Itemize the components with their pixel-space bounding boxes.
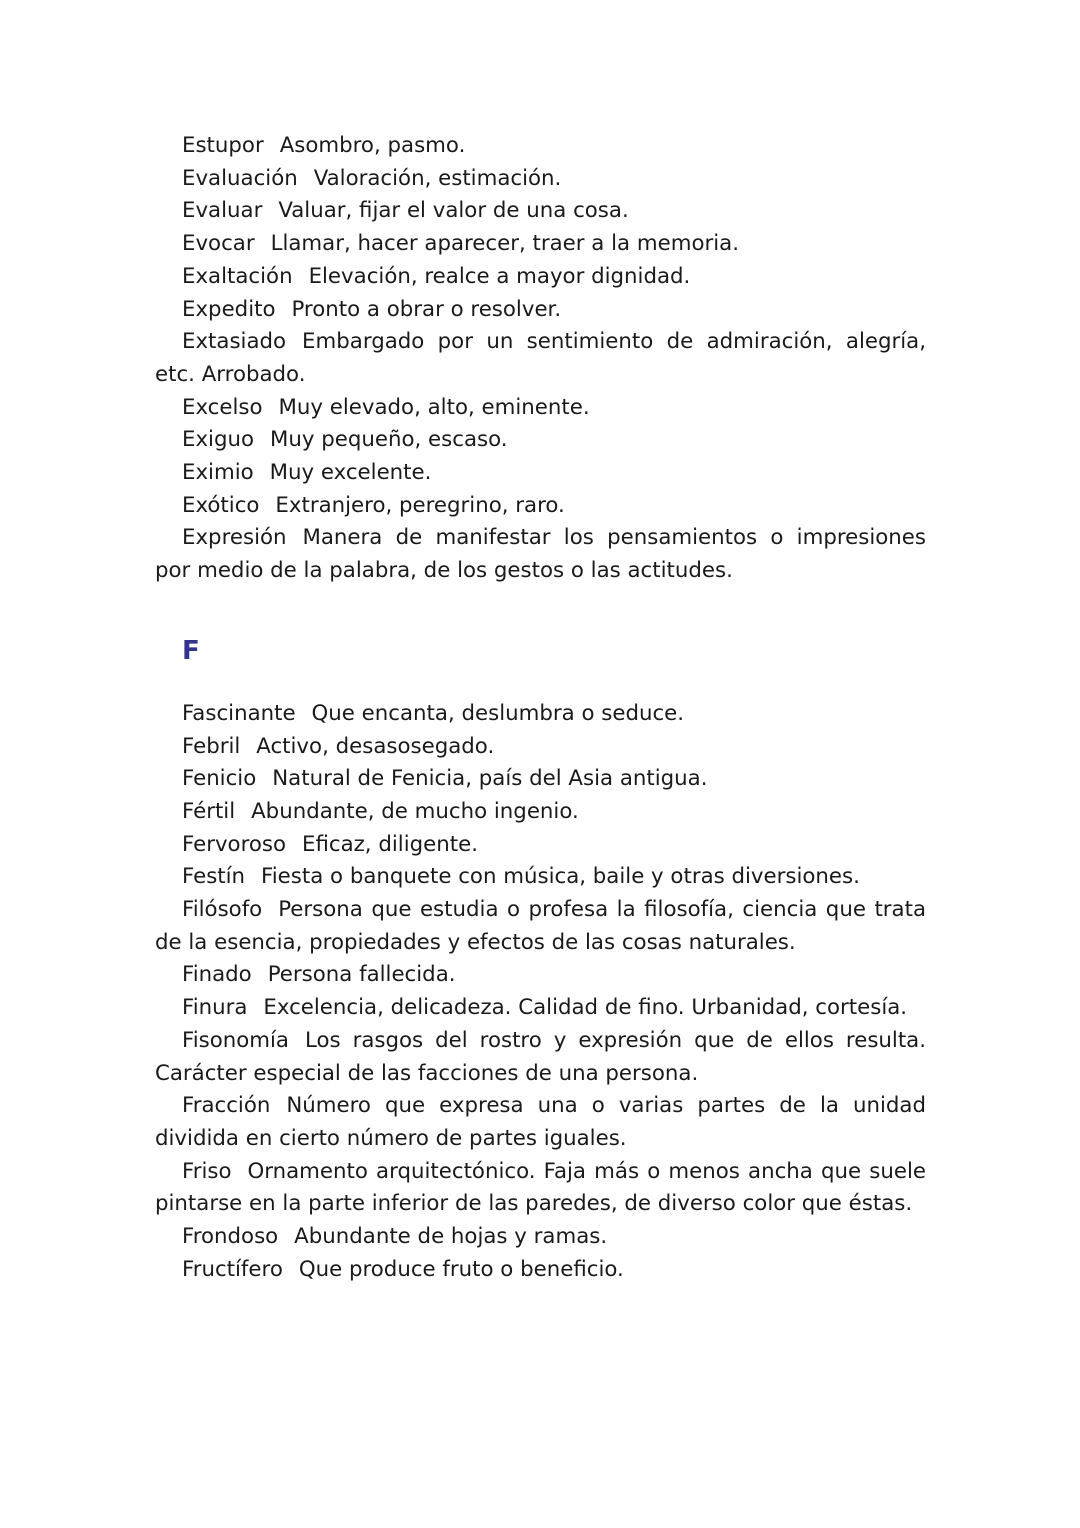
glossary-entry [155,261,926,294]
glossary-entry [155,1221,926,1254]
section-gap [155,670,926,698]
entry-definition: Extranjero, peregrino, raro. [275,492,565,518]
glossary-entry [155,424,926,457]
entry-definition: Muy excelente. [269,460,432,486]
entry-term: Exaltación [182,263,293,289]
entry-definition: Muy pequeño, escaso. [270,427,508,453]
entry-term: Fértil [182,798,236,824]
glossary-entry [155,959,926,992]
glossary-page [155,130,926,1287]
glossary-entry [155,392,926,425]
entry-term: Estupor [182,133,264,158]
entry-definition: Fiesta o banquete con música, baile y otras diversiones. [261,864,860,890]
glossary-entry [155,1156,926,1221]
entry-term: Exótico [182,492,260,518]
entry-definition: Pronto a obrar o resolver. [291,296,562,322]
entry-term: Expedito [182,296,276,322]
entry-term: Fructífero [182,1256,283,1282]
entry-term: Festín [182,864,246,890]
glossary-entry [155,457,926,490]
glossary-entry [155,490,926,523]
entry-term: Fenicio [182,766,257,792]
entry-term: Fisonomía [182,1027,289,1053]
entry-definition: Valoración, estimación. [313,165,562,191]
entry-definition: Los rasgos del rostro y expresión que de ellos resulta. Carácter especial de las facciones de una persona. [155,1027,926,1086]
glossary-entry [155,763,926,796]
entry-term: Evocar [182,231,255,257]
entry-definition: Manera de manifestar los pensamientos o impresiones por medio de la palabra, de los gestos o las actitudes. [155,525,926,584]
entry-term: Extasiado [182,329,287,355]
glossary-entry [155,163,926,196]
entry-term: Febril [182,733,241,759]
entry-term: Finado [182,962,252,988]
glossary-entry [155,1025,926,1090]
glossary-entry [155,1090,926,1155]
entry-term: Fracción [182,1093,271,1119]
section-gap [155,588,926,632]
entry-definition: Eficaz, diligente. [302,831,478,857]
glossary-entry [155,796,926,829]
entry-definition: Elevación, realce a mayor dignidad. [308,263,691,289]
entry-definition: Valuar, fijar el valor de una cosa. [278,198,629,224]
entry-definition: Que encanta, deslumbra o seduce. [311,700,685,726]
section-letter-heading: F [182,635,200,666]
entry-term: Frondoso [182,1224,279,1250]
entry-definition: Asombro, pasmo. [279,133,466,158]
entry-term: Evaluar [182,198,263,224]
entry-definition: Activo, desasosegado. [256,733,495,759]
entry-definition: Persona fallecida. [267,962,456,988]
entry-definition: Muy elevado, alto, eminente. [278,394,590,420]
entry-term: Evaluación [182,165,298,191]
glossary-entry [155,698,926,731]
entry-term: Filósofo [182,897,263,923]
entry-definition: Que produce fruto o beneficio. [298,1256,624,1282]
entry-definition: Llamar, hacer aparecer, traer a la memoria. [270,231,739,257]
entry-term: Fervoroso [182,831,287,857]
glossary-entry [155,326,926,391]
entry-definition: Ornamento arquitectónico. Faja más o menos ancha que suele pintarse en la parte inferior de las paredes, de diverso color que éstas. [155,1158,926,1217]
entry-definition: Número que expresa una o varias partes de la unidad dividida en cierto número de partes iguales. [155,1093,926,1151]
entry-term: Fascinante [182,700,296,726]
glossary-entry [155,894,926,959]
entry-definition: Natural de Fenicia, país del Asia antigua. [272,766,708,792]
glossary-entry [155,522,926,587]
entry-term: Eximio [182,460,254,486]
glossary-entry [155,992,926,1025]
entry-term: Finura [182,995,248,1021]
glossary-entry [155,731,926,764]
entry-definition: Excelencia, delicadeza. Calidad de fino. Urbanidad, cortesía. [263,995,908,1021]
glossary-entry [155,294,926,327]
glossary-entry [155,130,926,163]
entry-definition: Persona que estudia o profesa la filosofía, ciencia que trata de la esencia, propiedades y efectos de las cosas naturales. [155,897,926,955]
entry-term: Exiguo [182,427,255,453]
entry-term: Expresión [182,525,287,551]
entry-definition: Abundante, de mucho ingenio. [251,798,579,824]
glossary-entry [155,228,926,261]
glossary-entry [155,1254,926,1287]
entry-definition: Abundante de hojas y ramas. [294,1224,608,1250]
entry-term: Friso [182,1158,232,1184]
entry-definition: Embargado por un sentimiento de admiración, alegría, etc. Arrobado. [155,329,926,387]
glossary-entry [155,195,926,228]
glossary-entry [155,861,926,894]
glossary-entry [155,829,926,862]
entry-term: Excelso [182,394,263,420]
